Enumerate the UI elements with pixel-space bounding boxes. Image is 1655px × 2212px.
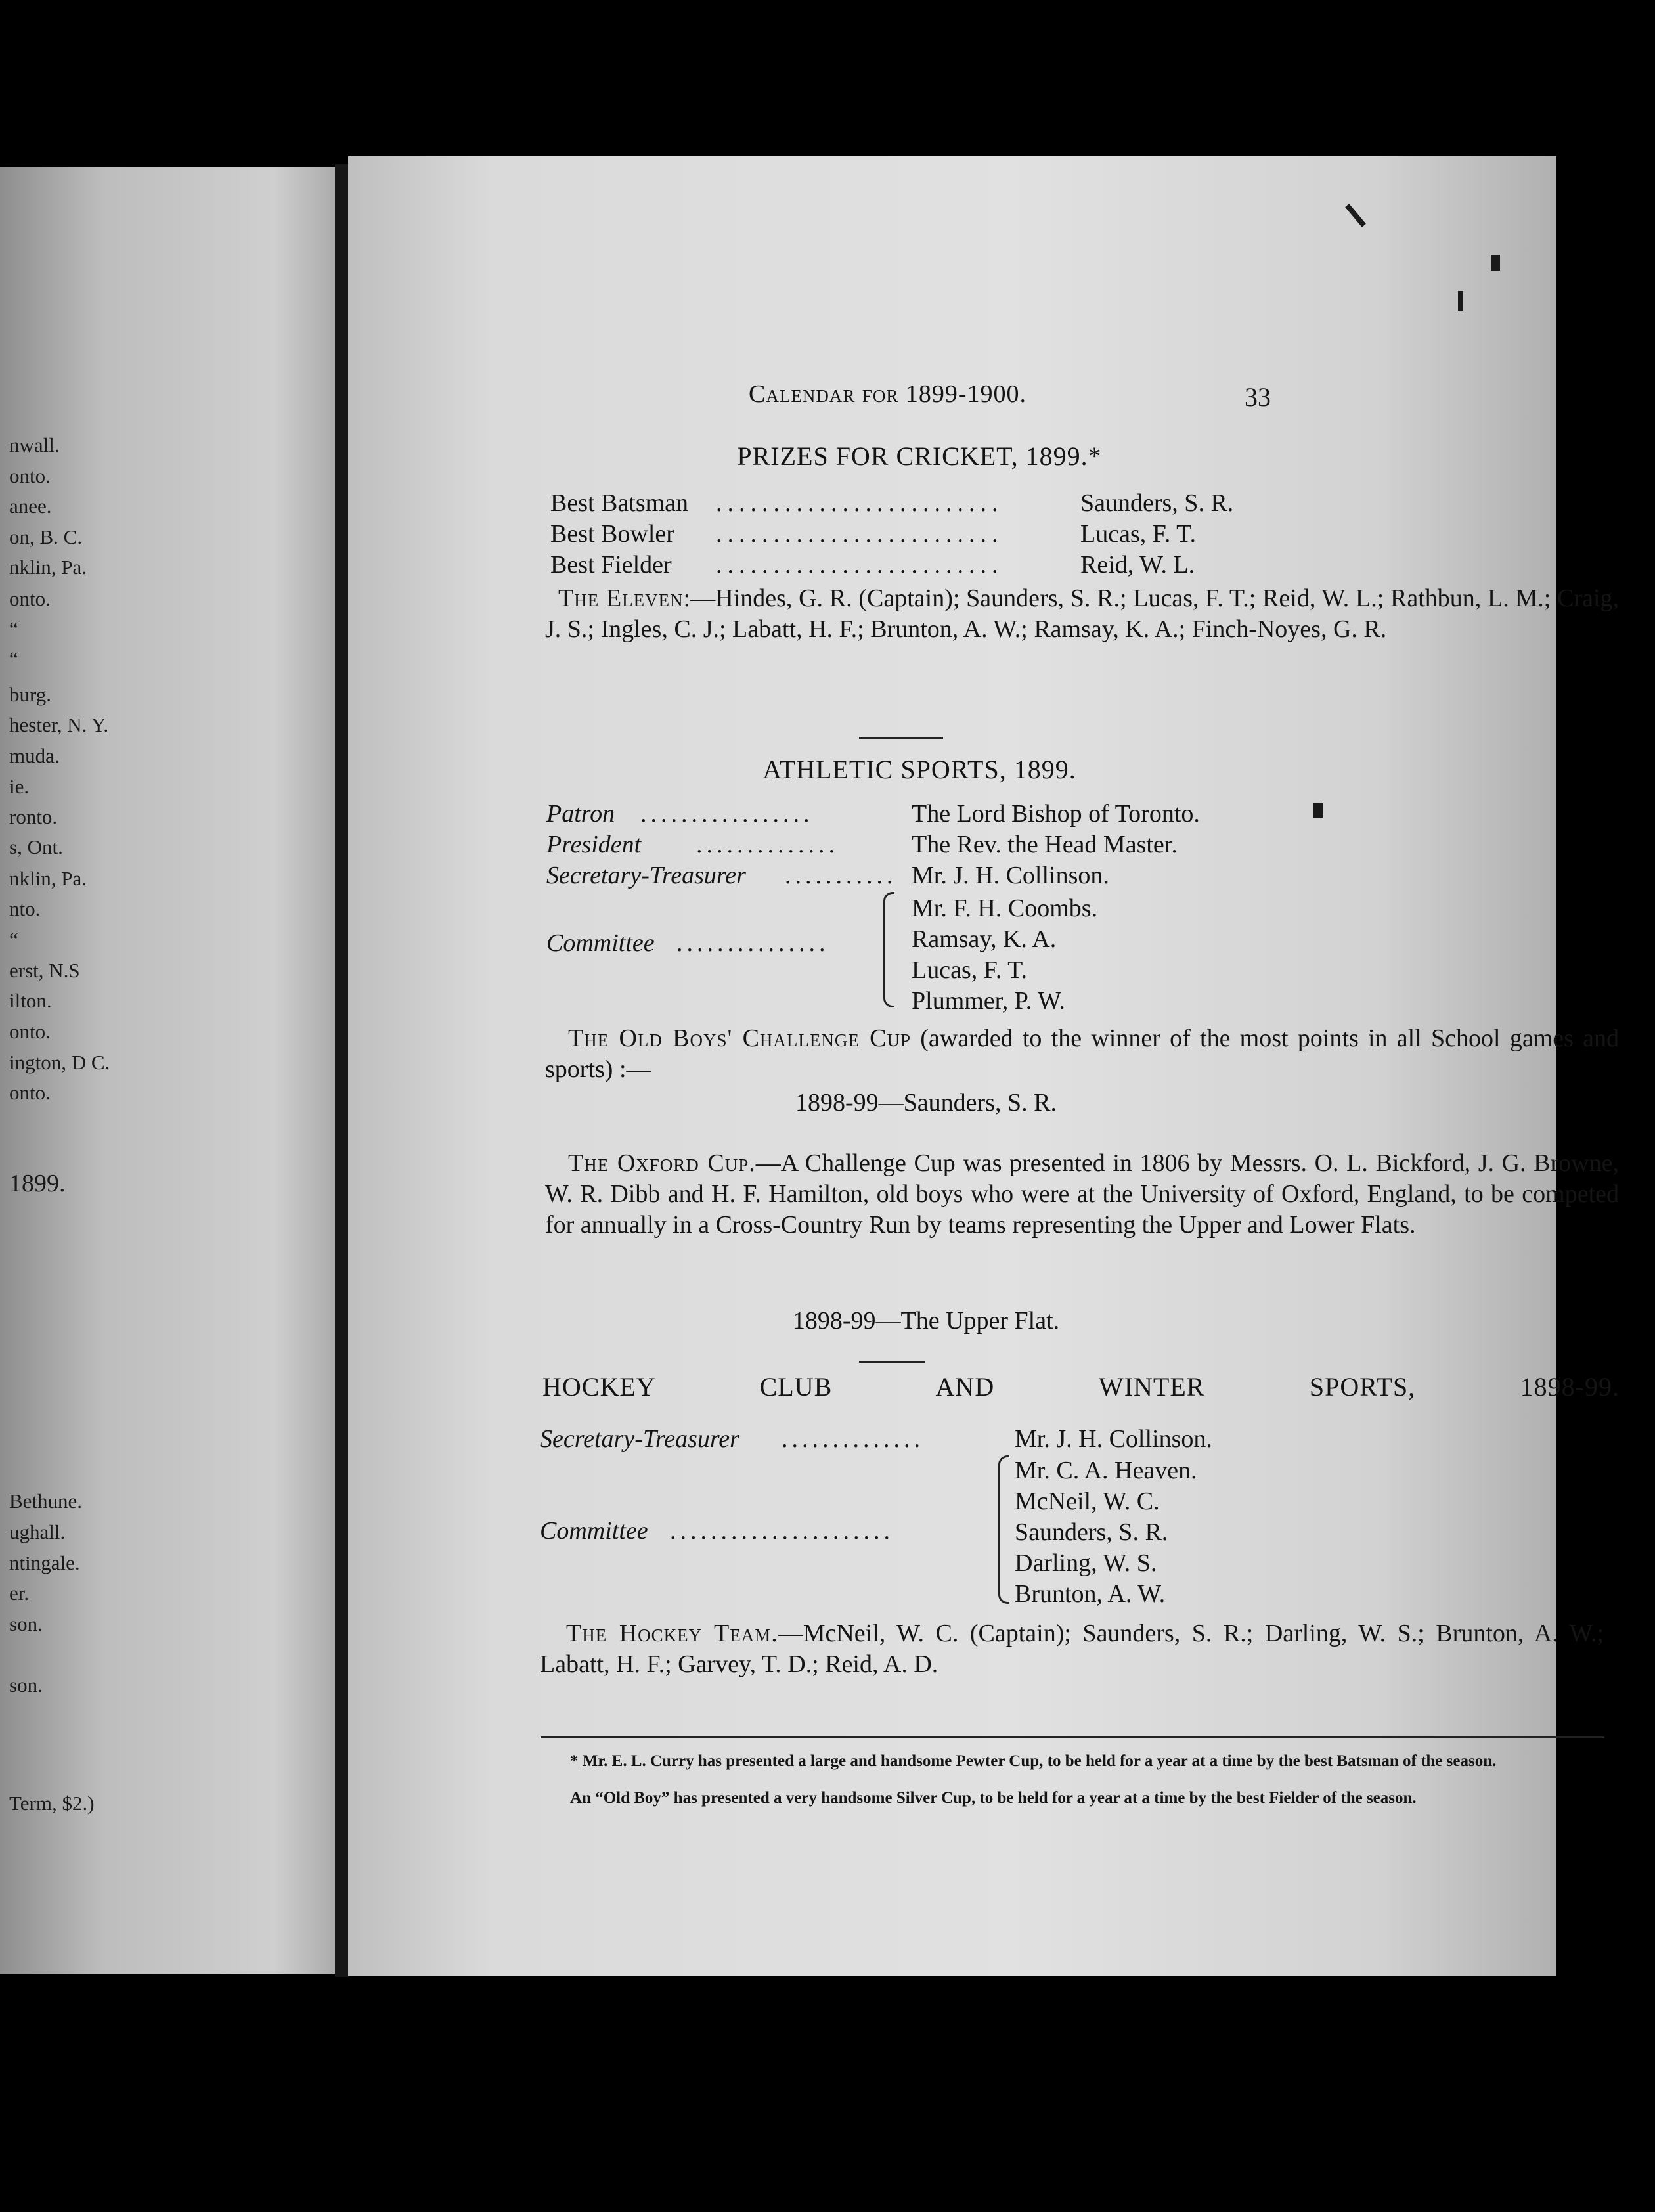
officer-role: President [546,831,642,858]
footnote-pewter-cup: * Mr. E. L. Curry has presented a large and handsome Pewter Cup, to be held for a year at a time by the best Batsman of the season. [570,1752,1497,1770]
prize-leader: ......................... [716,551,1004,579]
officer-leader: ........... [785,862,897,889]
committee-member: McNeil, W. C. [1015,1488,1160,1515]
left-page-line: ilton. [9,989,52,1012]
left-page-line: muda. [9,744,60,767]
left-page-line: ie. [9,775,30,798]
old-boys-cup-paragraph [545,1023,1619,1085]
prize-label: Best Bowler [550,520,674,548]
left-page-line: ronto. [9,805,58,828]
hockey-secretary-name: Mr. J. H. Collinson. [1015,1425,1212,1453]
committee-member: Ramsay, K. A. [912,925,1057,953]
officer-name: The Rev. the Head Master. [912,831,1178,858]
athletics-committee-label: Committee [546,929,655,957]
section-divider [859,1361,925,1363]
left-page-line: Bethune. [9,1490,83,1513]
left-page-line: son. [9,1612,43,1635]
committee-member: Mr. F. H. Coombs. [912,895,1098,922]
left-page-line: Term, $2.) [9,1792,95,1815]
left-page-line: anee. [9,495,52,518]
hockey-team-label: The Hockey Team. [566,1620,778,1647]
left-page-line: on, B. C. [9,525,83,548]
oxford-cup-label: The Oxford Cup. [568,1149,756,1177]
prize-winner: Saunders, S. R. [1080,489,1234,517]
footnote-rule [541,1736,1604,1738]
page-number: 33 [1245,382,1271,412]
left-page-line: ington, D C. [9,1051,110,1074]
committee-member: Mr. C. A. Heaven. [1015,1457,1197,1484]
athletics-committee-leader: ............... [676,929,829,957]
left-page-line: onto. [9,464,51,487]
officer-leader: .............. [696,831,839,858]
left-page-line: ntingale. [9,1551,80,1574]
officer-role: Secretary-Treasurer [546,862,746,889]
hockey-secretary-leader: .............. [782,1425,924,1453]
left-page-line: nklin, Pa. [9,867,87,890]
right-page [348,156,1620,1976]
scan-speck [1491,255,1500,271]
committee-member: Plummer, P. W. [912,987,1065,1015]
left-page-line: onto. [9,1020,51,1043]
cricket-eleven-label: The Eleven [558,585,684,612]
scan-speck [1313,803,1323,818]
section-divider [859,737,943,739]
running-head-title: Calendar for 1899-1900. [749,380,1027,408]
oxford-cup-text: —A Challenge Cup was presented in 1806 by Messrs. O. L. Bickford, J. G. Browne, W. R. Dibb and H. F. Hamilton, old boys who were at the University of Oxford, England, to be competed for annually in a Cross-Country Run by teams representing the Upper and Lower Flats. [545,1149,1619,1239]
officer-leader: ................. [640,800,814,828]
left-page-line: “ [9,617,18,640]
book-gutter [335,164,349,1977]
left-page-line: son. [9,1673,43,1696]
oxford-cup-winner: 1898-99—The Upper Flat. [792,1307,1060,1335]
officer-role: Patron [546,800,615,828]
left-page-line: nwall. [9,433,60,456]
left-page-line: 1899. [9,1170,66,1197]
left-page-line: nto. [9,897,41,920]
left-page-line: “ [9,928,18,951]
left-page-line: onto. [9,1081,51,1104]
old-boys-cup-winner: 1898-99—Saunders, S. R. [795,1089,1057,1117]
cricket-eleven-text: :—Hindes, G. R. (Captain); Saunders, S. R.; Lucas, F. T.; Reid, W. L.; Rathbun, L. M.; Craig, J. S.; Ingles, C. J.; Labatt, H. F.; Brunton, A. W.; Ramsay, K. A.; Finch-Noyes, G. R. [545,585,1619,643]
scan-speck [1458,291,1463,311]
left-page-line: nklin, Pa. [9,556,87,579]
committee-member: Darling, W. S. [1015,1549,1157,1577]
left-page-line: hester, N. Y. [9,713,109,736]
committee-member: Brunton, A. W. [1015,1580,1166,1608]
left-page-line: erst, N.S [9,959,80,982]
left-page-line: er. [9,1582,30,1604]
old-boys-cup-label: The Old Boys' Challenge Cup [568,1025,912,1052]
hockey-title: HOCKEY CLUB AND WINTER SPORTS, 1898-99. [542,1372,1620,1402]
footnote-silver-cup: An “Old Boy” has presented a very handsome Silver Cup, to be held for a year at a time by the best Fielder of the season. [570,1789,1417,1807]
committee-member: Saunders, S. R. [1015,1518,1168,1546]
left-page-line: ughall. [9,1520,66,1543]
left-page [0,167,342,1974]
hockey-committee-brace [998,1455,1009,1604]
cricket-eleven-paragraph [545,583,1619,645]
hockey-secretary-role: Secretary-Treasurer [540,1425,739,1453]
committee-member: Lucas, F. T. [912,956,1028,984]
left-page-line: burg. [9,683,52,706]
prize-winner: Reid, W. L. [1080,551,1195,579]
cricket-title: PRIZES FOR CRICKET, 1899.* [737,441,1102,471]
prize-winner: Lucas, F. T. [1080,520,1197,548]
officer-name: The Lord Bishop of Toronto. [912,800,1200,828]
athletics-title: ATHLETIC SPORTS, 1899. [762,755,1076,784]
prize-leader: ......................... [716,520,1004,548]
left-page-line: “ [9,648,18,671]
officer-name: Mr. J. H. Collinson. [912,862,1109,889]
hockey-team-text: —McNeil, W. C. (Captain); Saunders, S. R.; Darling, W. S.; Brunton, A. W.; Labatt, H. F.; Garvey, T. D.; Reid, A. D. [540,1620,1604,1678]
hockey-committee-leader: ...................... [670,1517,894,1545]
left-page-line: onto. [9,587,51,610]
prize-label: Best Batsman [550,489,689,517]
left-page-line: s, Ont. [9,835,63,858]
prize-label: Best Fielder [550,551,672,579]
old-boys-cup-text: (awarded to the winner of the most points in all School games and sports) :— [545,1025,1620,1083]
prize-leader: ......................... [716,489,1004,517]
hockey-team-paragraph [540,1618,1604,1680]
oxford-cup-paragraph [545,1148,1619,1241]
hockey-committee-label: Committee [540,1517,648,1545]
scan-speck [1345,204,1366,227]
athletics-committee-brace [883,892,894,1007]
